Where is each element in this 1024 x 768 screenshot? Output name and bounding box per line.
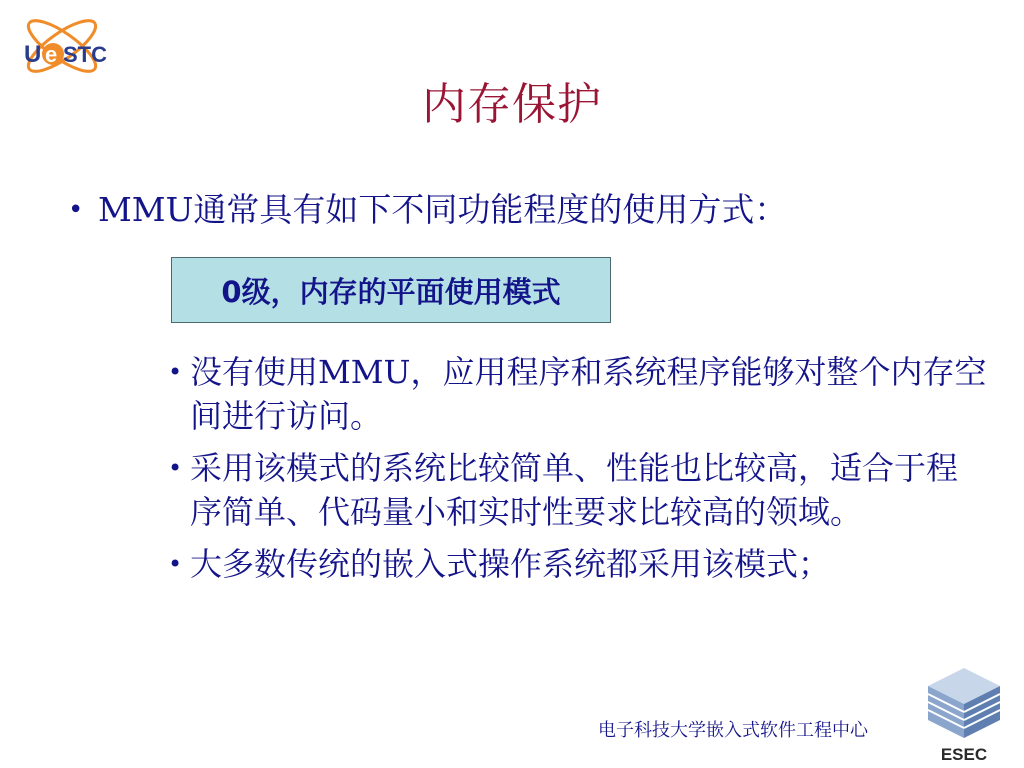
mode-box-label: 0级，内存的平面使用模式: [221, 274, 561, 309]
svg-text:STC: STC: [63, 42, 107, 67]
bullet-dot: •: [168, 550, 183, 578]
svg-text:U: U: [24, 41, 42, 68]
bullet-dot: •: [68, 195, 84, 225]
list-item: [168, 350, 988, 438]
slide-title: 内存保护: [422, 79, 602, 130]
list-item: [168, 446, 988, 534]
bullet-dot: •: [168, 454, 183, 482]
list-item-text: 没有使用MMU，应用程序和系统程序能够对整个内存空间进行访问。: [190, 353, 987, 435]
main-bullet: [68, 188, 1008, 232]
esec-logo: [922, 660, 1006, 764]
footer-text: 电子科技大学嵌入式软件工程中心: [598, 720, 868, 741]
list-item-text: 采用该模式的系统比较简单、性能也比较高，适合于程序简单、代码量小和实时性要求比较高的领域。: [190, 449, 959, 531]
main-bullet-text: MMU通常具有如下不同功能程度的使用方式：: [98, 190, 788, 229]
esec-logo-text: ESEC: [940, 745, 988, 764]
mode-box: [171, 257, 611, 323]
bullet-dot: •: [168, 358, 183, 386]
list-item: [168, 542, 988, 586]
svg-text:e: e: [45, 42, 58, 67]
list-item-text: 大多数传统的嵌入式操作系统都采用该模式；: [190, 545, 831, 583]
sub-bullet-list: [168, 350, 988, 594]
